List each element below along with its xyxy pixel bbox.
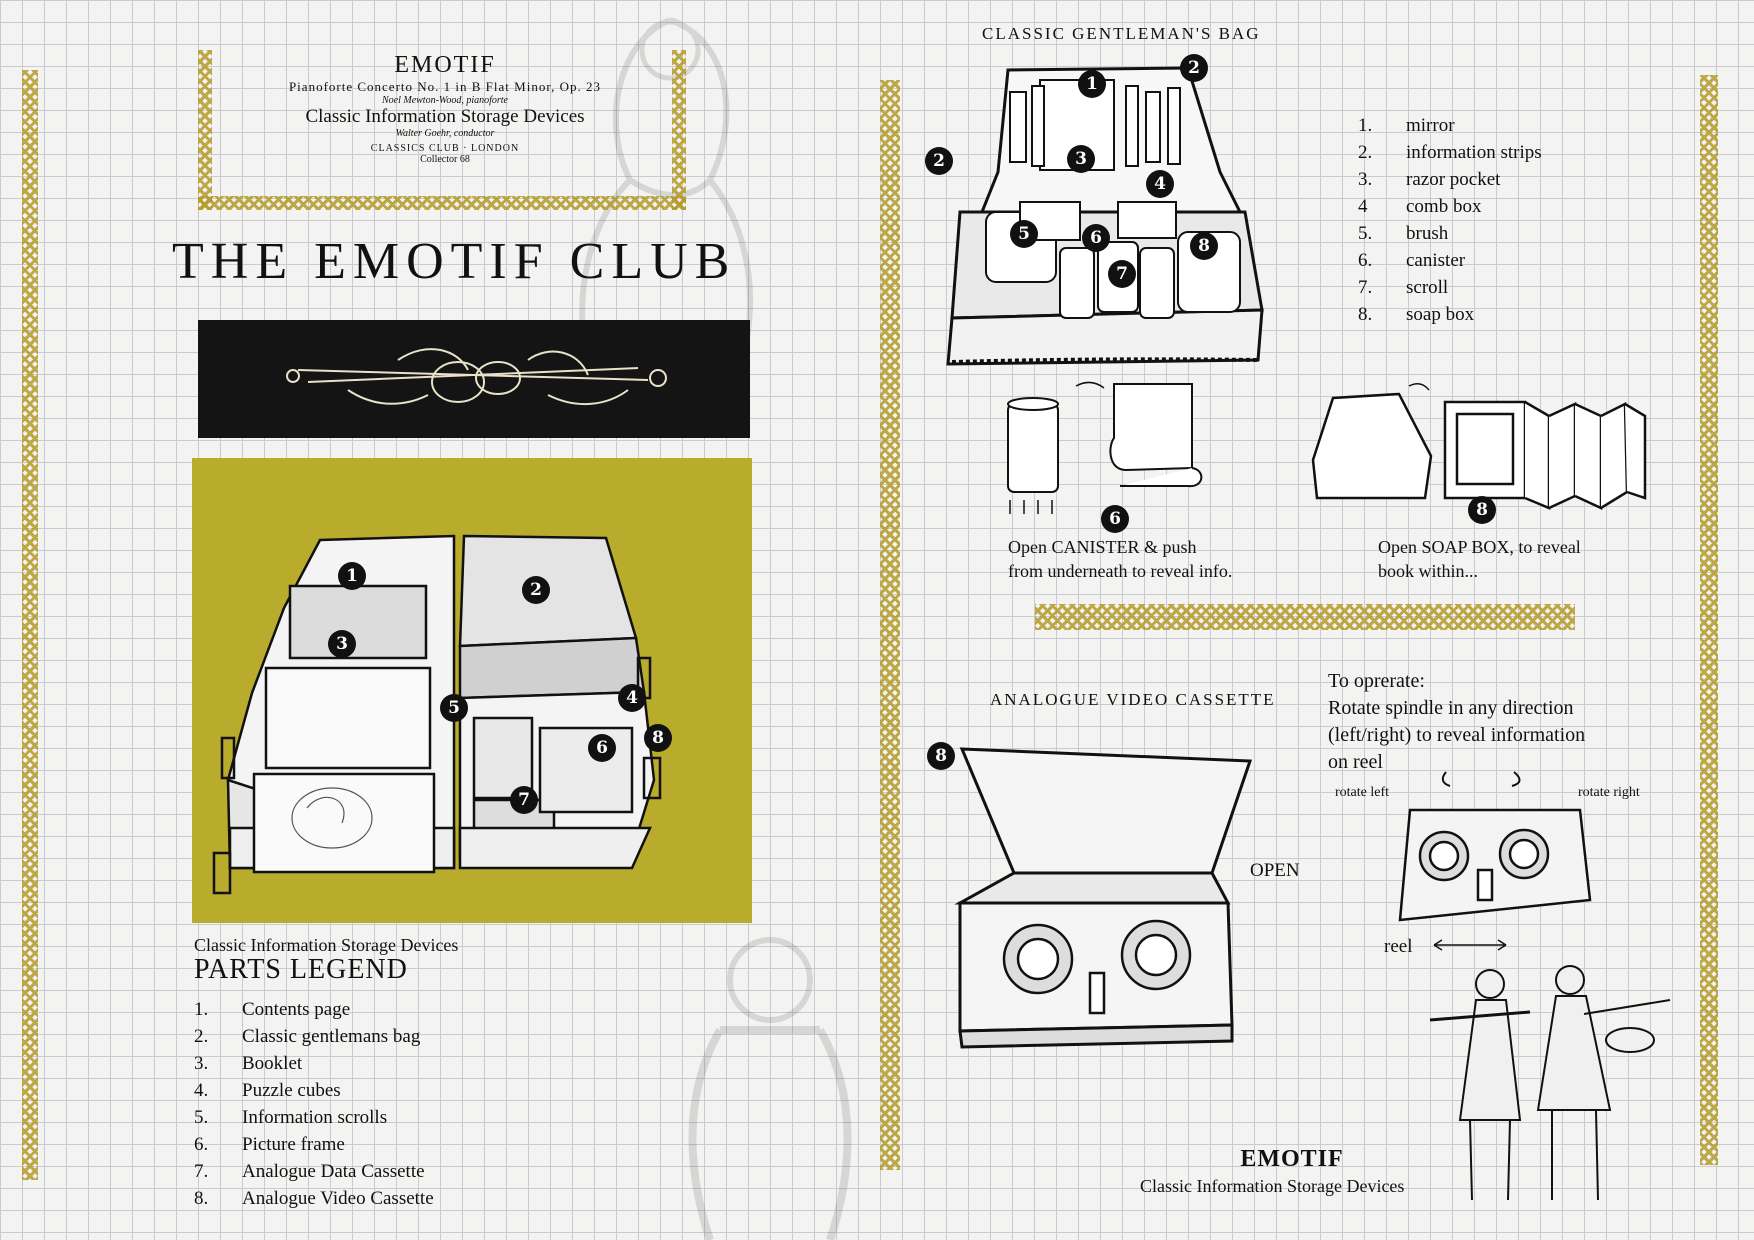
legend-item-number: 3.: [194, 1053, 209, 1074]
soapbox-caption: [1378, 535, 1581, 583]
bag-legend-label: information strips: [1406, 142, 1542, 163]
middle-horizontal-border: [1035, 604, 1575, 630]
legend-item-number: 5.: [194, 1107, 209, 1128]
right-gold-border: [1700, 75, 1718, 1165]
case-marker-3: 3: [328, 630, 356, 658]
header-block: [230, 52, 660, 165]
video-instructions: [1328, 668, 1585, 776]
bag-marker-6: 6: [1082, 224, 1110, 252]
middle-gold-border: [880, 80, 900, 1170]
bag-marker-5: 5: [1010, 220, 1038, 248]
bag-legend-item: [1358, 112, 1658, 139]
ornament-banner: [198, 320, 750, 438]
case-marker-6: 6: [588, 734, 616, 762]
bag-marker-2b: 2: [925, 147, 953, 175]
legend-item-label: Picture frame: [242, 1134, 345, 1155]
legend-item-number: 6.: [194, 1134, 209, 1155]
bag-legend-number: 3.: [1358, 169, 1373, 190]
legend-item-label: Information scrolls: [242, 1107, 388, 1128]
bag-legend-number: 7.: [1358, 277, 1373, 298]
header-line3: Classic Information Storage Devices: [305, 106, 585, 127]
bag-legend-number: 5.: [1358, 223, 1373, 244]
video-cassette-drawing: [950, 745, 1270, 1055]
legend-heading: PARTS LEGEND: [194, 954, 408, 985]
case-illustration-panel: [192, 458, 752, 923]
header-frame-right: [672, 50, 686, 210]
footer-brand: EMOTIF: [1240, 1146, 1344, 1172]
bag-marker-7: 7: [1108, 260, 1136, 288]
legend-item-label: Contents page: [242, 999, 351, 1020]
legend-item: [194, 1158, 614, 1185]
legend-item-label: Classic gentlemans bag: [242, 1026, 421, 1047]
legend-item-number: 2.: [194, 1026, 209, 1047]
bag-legend-item: [1358, 274, 1658, 301]
instruction-line: Rotate spindle in any direction: [1328, 697, 1574, 719]
bag-legend-label: soap box: [1406, 304, 1475, 325]
video-open-label: OPEN: [1250, 860, 1300, 881]
header-line6: Collector 68: [420, 154, 470, 165]
legend-item: [194, 1023, 614, 1050]
header-line5: CLASSICS CLUB · LONDON: [370, 143, 520, 154]
canister-caption-line1: Open CANISTER & push: [1008, 537, 1197, 557]
legend-item: [194, 996, 614, 1023]
reel-mechanism-drawing: [1380, 770, 1600, 940]
legend-item-label: Booklet: [242, 1053, 303, 1074]
legend-item: [194, 1104, 614, 1131]
bag-legend-item: [1358, 193, 1658, 220]
case-marker-5: 5: [440, 694, 468, 722]
legend-item-number: 1.: [194, 999, 209, 1020]
legend-item-label: Analogue Data Cassette: [242, 1161, 425, 1182]
reel-label: reel: [1384, 936, 1413, 957]
legend-item-label: Puzzle cubes: [242, 1080, 341, 1101]
case-marker-8: 8: [644, 724, 672, 752]
bag-legend-number: 4: [1358, 196, 1368, 217]
bag-legend-number: 1.: [1358, 115, 1373, 136]
open-case-drawing: [192, 458, 752, 923]
legend-item-label: Analogue Video Cassette: [242, 1188, 434, 1209]
bag-legend-item: [1358, 166, 1658, 193]
instruction-line: on reel: [1328, 751, 1383, 773]
canister-marker: 6: [1101, 505, 1129, 533]
page-title: THE EMOTIF CLUB: [172, 233, 737, 290]
bag-legend-label: brush: [1406, 223, 1449, 244]
bag-marker-2a: 2: [1180, 54, 1208, 82]
header-line2: Noel Mewton-Wood, pianoforte: [381, 95, 508, 106]
legend-item: [194, 1077, 614, 1104]
soapbox-caption-line2: book within...: [1378, 561, 1479, 581]
bag-marker-4: 4: [1146, 170, 1174, 198]
bag-legend-item: [1358, 220, 1658, 247]
canister-caption-line2: from underneath to reveal info.: [1008, 561, 1233, 581]
legend-item-number: 7.: [194, 1161, 209, 1182]
legend-item: [194, 1050, 614, 1077]
video-marker: 8: [927, 742, 955, 770]
bag-legend-label: comb box: [1406, 196, 1482, 217]
bag-legend-label: scroll: [1406, 277, 1449, 298]
musicians-illustration: [1420, 960, 1680, 1220]
bag-marker-1: 1: [1078, 70, 1106, 98]
legend-item-number: 8.: [194, 1188, 209, 1209]
legend-item-number: 4.: [194, 1080, 209, 1101]
instruction-line: To oprerate:: [1328, 670, 1425, 692]
bag-marker-3: 3: [1067, 145, 1095, 173]
bag-legend-label: canister: [1406, 250, 1466, 271]
header-line4: Walter Goehr, conductor: [395, 128, 495, 139]
bag-legend-number: 8.: [1358, 304, 1373, 325]
bag-legend-label: razor pocket: [1406, 169, 1501, 190]
rotate-right-label: rotate right: [1578, 785, 1640, 800]
bag-legend-number: 2.: [1358, 142, 1373, 163]
reel-arrow-icon: [1430, 938, 1510, 952]
bag-legend-number: 6.: [1358, 250, 1373, 271]
footer-subtitle: Classic Information Storage Devices: [1140, 1176, 1405, 1196]
case-marker-2: 2: [522, 576, 550, 604]
bag-marker-8: 8: [1190, 232, 1218, 260]
bag-drawing: [940, 62, 1270, 370]
parts-legend: [194, 935, 614, 1212]
soapbox-drawing: [1305, 380, 1655, 515]
bag-legend-item: [1358, 247, 1658, 274]
case-marker-1: 1: [338, 562, 366, 590]
bag-legend: [1358, 112, 1658, 328]
header-frame-left: [198, 50, 212, 210]
header-frame-bottom: [198, 196, 686, 210]
case-marker-7: 7: [510, 786, 538, 814]
canister-caption: [1008, 535, 1232, 583]
bag-legend-item: [1358, 301, 1658, 328]
bag-title: CLASSIC GENTLEMAN'S BAG: [982, 24, 1261, 43]
instruments-ornament: [198, 320, 750, 438]
rotate-left-label: rotate left: [1335, 785, 1390, 800]
video-title: ANALOGUE VIDEO CASSETTE: [990, 690, 1276, 709]
legend-item: [194, 1185, 614, 1212]
left-gold-border: [22, 70, 38, 1180]
instruction-line: (left/right) to reveal information: [1328, 724, 1586, 746]
header-line1: Pianoforte Concerto No. 1 in B Flat Minor, Op. 23: [288, 79, 602, 94]
canister-drawing: [996, 378, 1226, 518]
case-marker-4: 4: [618, 684, 646, 712]
bag-legend-label: mirror: [1406, 115, 1455, 136]
header-brand: EMOTIF: [394, 52, 496, 78]
bag-legend-item: [1358, 139, 1658, 166]
soapbox-caption-line1: Open SOAP BOX, to reveal: [1378, 537, 1581, 557]
legend-item: [194, 1131, 614, 1158]
soapbox-marker: 8: [1468, 496, 1496, 524]
legend-subtitle: Classic Information Storage Devices: [194, 935, 459, 955]
